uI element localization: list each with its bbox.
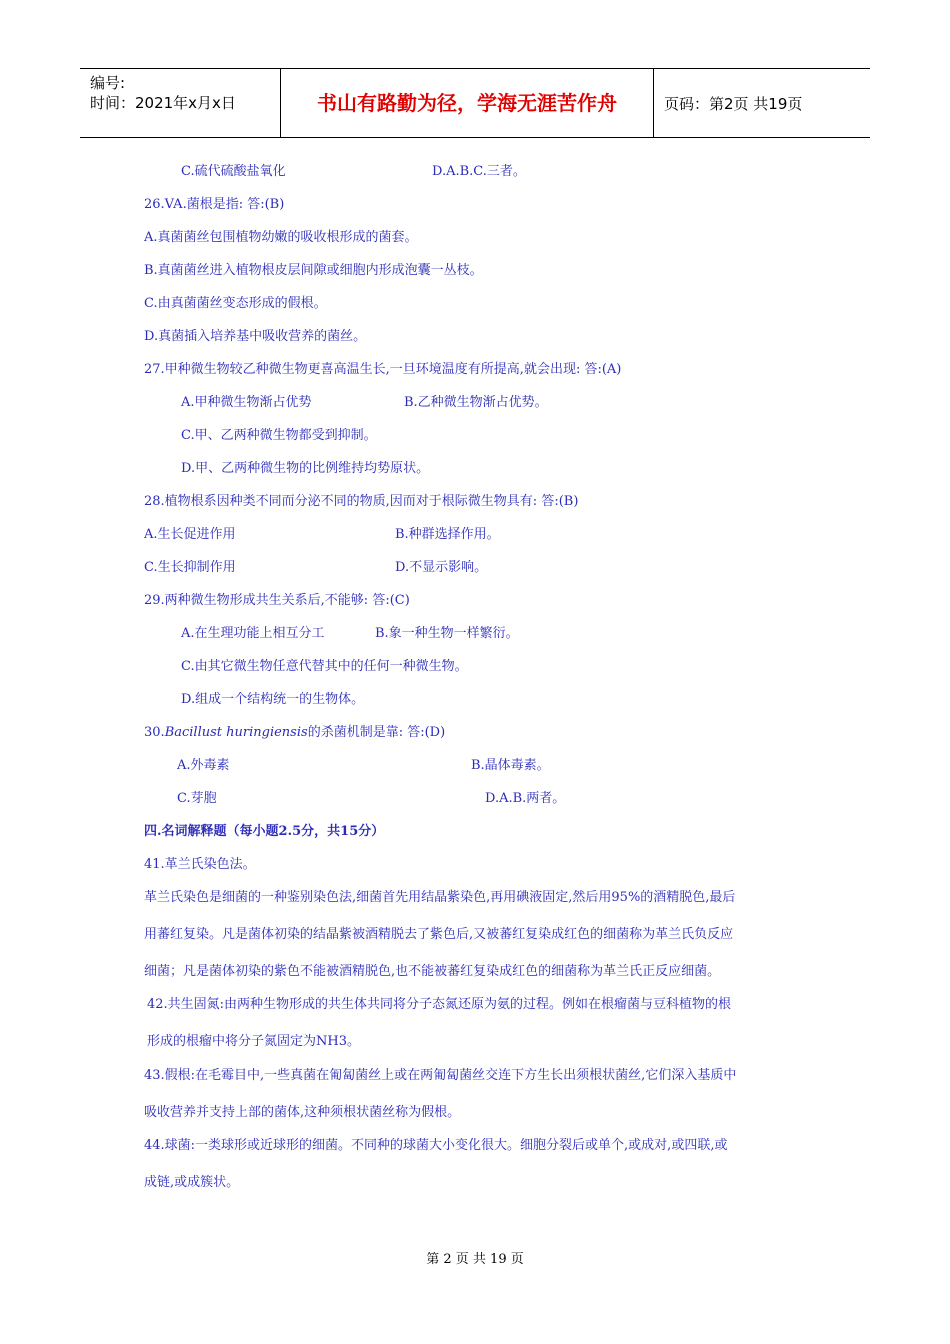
q28-option-a: A.生长促进作用 bbox=[144, 527, 236, 542]
q27-option-b: B.乙种微生物渐占优势。 bbox=[404, 395, 548, 410]
q26-option-a: A.真菌菌丝包围植物幼嫩的吸收根形成的菌套。 bbox=[144, 230, 418, 245]
question-27: 27.甲种微生物较乙种微生物更喜高温生长,一旦环境温度有所提高,就会出现: 答:(A) bbox=[144, 362, 622, 377]
option-d-line: D.A.B.C.三者。 bbox=[432, 164, 526, 179]
page-footer: 第 2 页 共 19 页 bbox=[426, 1252, 524, 1267]
q30-number: 30. bbox=[144, 725, 165, 740]
q29-option-d: D.组成一个结构统一的生物体。 bbox=[181, 692, 365, 707]
q26-option-d: D.真菌插入培养基中吸收营养的菌丝。 bbox=[144, 329, 367, 344]
date-line: 时间：2021年x月x日 bbox=[90, 94, 236, 112]
question-29: 29.两种微生物形成共生关系后,不能够: 答:(C) bbox=[144, 593, 410, 608]
q29-option-b: B.象一种生物一样繁衍。 bbox=[375, 626, 519, 641]
q30-species-name: Bacillust huringiensis bbox=[164, 725, 308, 740]
header-meta-cell bbox=[80, 69, 281, 137]
term-43-line: 吸收营养并支持上部的菌体,这种须根状菌丝称为假根。 bbox=[144, 1105, 461, 1120]
question-28: 28.植物根系因种类不同而分泌不同的物质,因而对于根际微生物具有: 答:(B) bbox=[144, 494, 579, 509]
section-heading: 四.名词解释题（每小题2.5分，共15分） bbox=[144, 824, 385, 839]
header-motto: 书山有路勤为径，学海无涯苦作舟 bbox=[281, 69, 654, 137]
question-26: 26.VA.菌根是指: 答:(B) bbox=[144, 197, 285, 212]
number-label: 编号: bbox=[90, 74, 126, 92]
q28-option-c: C.生长抑制作用 bbox=[144, 560, 236, 575]
q30-option-d: D.A.B.两者。 bbox=[485, 791, 566, 806]
q26-option-c: C.由真菌菌丝变态形成的假根。 bbox=[144, 296, 327, 311]
q30-text: 的杀菌机制是靠: 答:(D) bbox=[307, 725, 446, 740]
term-42-line: 42.共生固氮:由两种生物形成的共生体共同将分子态氮还原为氨的过程。例如在根瘤菌与豆科植物的根 bbox=[147, 997, 732, 1012]
term-41-def-line: 细菌；凡是菌体初染的紫色不能被酒精脱色,也不能被蕃红复染成红色的细菌称为革兰氏正反应细菌。 bbox=[144, 964, 721, 979]
term-44-line: 成链,或成簇状。 bbox=[144, 1175, 240, 1190]
option-c-line: C.硫代硫酸盐氧化 bbox=[181, 164, 286, 179]
header-page-info: 页码：第2页 共19页 bbox=[664, 95, 803, 113]
q28-option-d: D.不显示影响。 bbox=[395, 560, 488, 575]
term-41-def-line: 用蕃红复染。凡是菌体初染的结晶紫被酒精脱去了紫色后,又被蕃红复染成红色的细菌称为革兰氏负反应 bbox=[144, 927, 734, 942]
q29-option-a: A.在生理功能上相互分工 bbox=[181, 626, 325, 641]
term-41-def-line: 革兰氏染色是细菌的一种鉴别染色法,细菌首先用结晶紫染色,再用碘液固定,然后用95%的酒精脱色,最后 bbox=[144, 890, 736, 905]
q30-option-a: A.外毒素 bbox=[177, 758, 230, 773]
q30-option-b: B.晶体毒素。 bbox=[471, 758, 550, 773]
q27-option-c: C.甲、乙两种微生物都受到抑制。 bbox=[181, 428, 377, 443]
q27-option-d: D.甲、乙两种微生物的比例维持均势原状。 bbox=[181, 461, 430, 476]
term-42-line: 形成的根瘤中将分子氮固定为NH3。 bbox=[147, 1034, 360, 1049]
q29-option-c: C.由其它微生物任意代替其中的任何一种微生物。 bbox=[181, 659, 468, 674]
q28-option-b: B.种群选择作用。 bbox=[395, 527, 500, 542]
page-header bbox=[80, 68, 870, 138]
term-41: 41.革兰氏染色法。 bbox=[144, 857, 256, 872]
question-30 bbox=[144, 725, 445, 741]
term-43-line: 43.假根:在毛霉目中,一些真菌在匍匐菌丝上或在两匍匐菌丝交连下方生长出须根状菌丝,它们深入基质中 bbox=[144, 1068, 737, 1083]
q26-option-b: B.真菌菌丝进入植物根皮层间隙或细胞内形成泡囊一丛枝。 bbox=[144, 263, 483, 278]
q27-option-a: A.甲种微生物渐占优势 bbox=[181, 395, 312, 410]
term-44-line: 44.球菌:一类球形或近球形的细菌。不同种的球菌大小变化很大。细胞分裂后或单个,或成对,或四联,或 bbox=[144, 1138, 728, 1153]
q30-option-c: C.芽胞 bbox=[177, 791, 217, 806]
